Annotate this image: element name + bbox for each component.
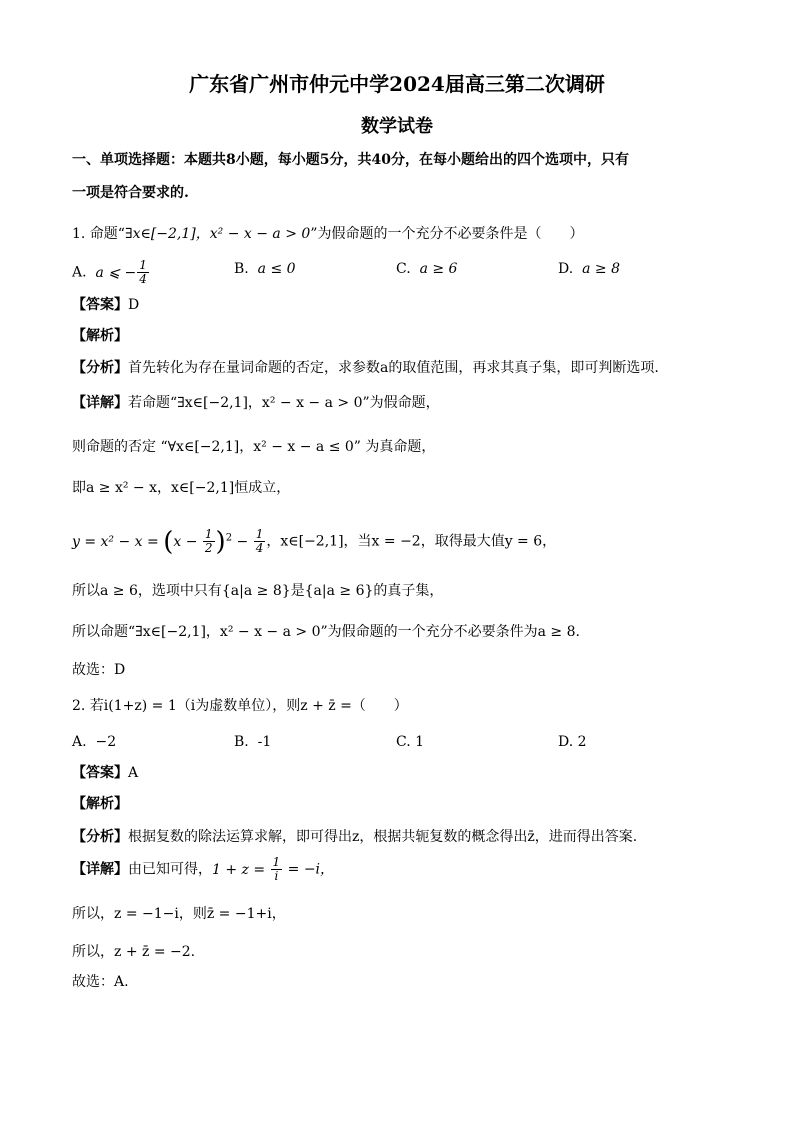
q1-detail-step3: 即a ≥ x² − x，x∈[−2,1]恒成立，	[72, 480, 291, 496]
q1-answer: 【答案】D	[72, 297, 140, 313]
q1-step4-formula: y = x² − x = (x − $\frac{1}{2}$ )$^2$ − $\frac{1}{4}$	[72, 526, 264, 557]
q1-option-a-text: a ⩽ − $\frac{1}{4}$	[95, 258, 147, 286]
q1-analysis-tag: 【解析】	[72, 328, 128, 344]
q2-option-a: A. −2	[72, 734, 117, 750]
q2-detail-step2: 所以，z = −1−i，则z̄ = −1+i，	[72, 906, 286, 922]
q2-option-d: D. 2	[558, 734, 587, 750]
q2-detail-step1: 【详解】由已知可得，1 + z = $\frac{1}{i}$ = −i，	[72, 855, 335, 883]
section-heading-line2: 一项是符合要求的.	[72, 185, 189, 201]
q1-detail-step4: y = x² − x = (x − $\frac{1}{2}$ )$^2$ − $\frac{1}{4}$ ，x∈[−2,1]，当x = −2，取得最大值y = 6，	[72, 526, 557, 557]
q1-option-b: B. a ≤ 0	[234, 261, 296, 277]
page-title: 广东省广州市仲元中学2024届高三第二次调研	[189, 72, 605, 96]
q2-fenxi: 【分析】根据复数的除法运算求解，即可得出z，根据共轭复数的概念得出z̄，进而得出答案.	[72, 829, 638, 845]
q1-option-d: D. a ≥ 8	[558, 261, 620, 277]
q2-step1-formula: 1 + z = $\frac{1}{i}$	[212, 855, 281, 883]
q2-answer: 【答案】A	[72, 765, 139, 781]
q1-option-c: C. a ≥ 6	[396, 261, 458, 277]
q1-detail-step2: 则命题的否定 “∀x∈[−2,1]，x² − x − a ≤ 0” 为真命题，	[72, 439, 436, 455]
q2-conclusion: 故选：A.	[72, 974, 129, 990]
q1-stem: 1. 命题“∃x∈[−2,1]，x² − x − a > 0”为假命题的一个充分不必要条件是（ ）	[72, 226, 584, 242]
q2-option-b: B. -1	[234, 734, 272, 750]
section-heading-line1: 一、单项选择题：本题共8小题，每小题5分，共40分，在每小题给出的四个选项中，只有	[72, 152, 629, 168]
q2-analysis-tag: 【解析】	[72, 796, 128, 812]
q1-detail-step1: 【详解】若命题“∃x∈[−2,1]，x² − x − a > 0”为假命题，	[72, 395, 440, 411]
q1-detail-step5: 所以a ≥ 6，选项中只有{a|a ≥ 8}是{a|a ≥ 6}的真子集，	[72, 583, 444, 599]
q2-option-c: C. 1	[396, 734, 425, 750]
q1-fenxi: 【分析】首先转化为存在量词命题的否定，求参数a的取值范围，再求其真子集，即可判断选项.	[72, 360, 659, 376]
q1-option-a: A. a ⩽ − $\frac{1}{4}$	[72, 259, 150, 286]
q1-detail-step6: 所以命题“∃x∈[−2,1]，x² − x − a > 0”为假命题的一个充分不必要条件为a ≥ 8.	[72, 624, 580, 640]
q2-stem: 2. 若i(1+z) = 1（i为虚数单位），则z + z̄ =（ ）	[72, 698, 408, 714]
q2-detail-step3: 所以，z + z̄ = −2.	[72, 944, 196, 960]
page-subtitle: 数学试卷	[361, 116, 433, 137]
q1-conclusion: 故选：D	[72, 662, 126, 678]
